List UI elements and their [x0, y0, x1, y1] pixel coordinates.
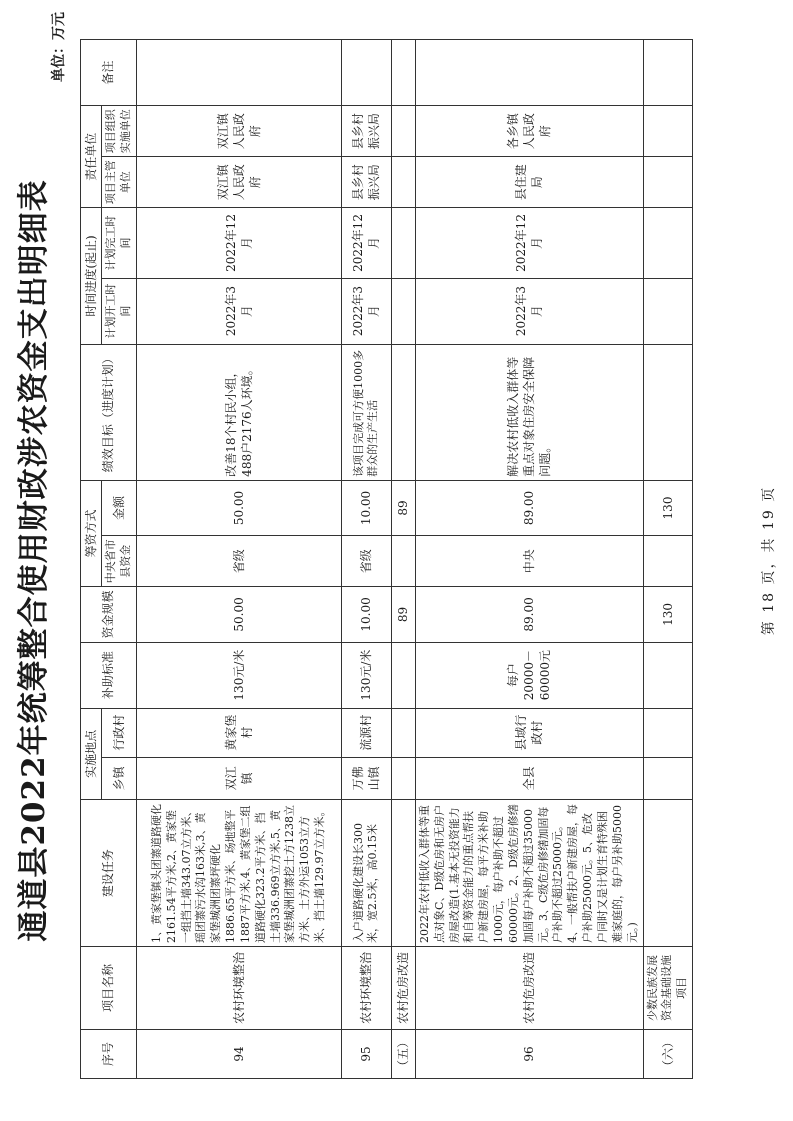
cell-seq: 94 [136, 1030, 341, 1079]
header-project-name: 项目名称 [81, 947, 137, 1030]
cell-end: 2022年12月 [136, 208, 341, 278]
cell-name: 农村危房改造 [415, 947, 643, 1030]
header-target: 绩效目标（进度计划） [81, 344, 137, 480]
expenditure-table [80, 39, 693, 1079]
cell-resp-impl: 双江镇人民政府 [136, 106, 341, 157]
header-end: 计划完工时间 [102, 208, 137, 278]
cell-township: 万佛山镇 [341, 757, 391, 800]
cell-end: 2022年12月 [341, 208, 391, 278]
cell-name: 少数民族发展资金基础设施项目 [643, 947, 693, 1030]
section-row [391, 40, 415, 1079]
header-village: 行政村 [102, 708, 137, 757]
cell-name: 农村环境整治 [136, 947, 341, 1030]
header-funding: 筹资方式 [81, 480, 102, 586]
cell-scale: 89 [391, 587, 415, 642]
cell-village: 黄家堡村 [136, 708, 341, 757]
cell-township: 全县 [415, 757, 643, 800]
cell-resp-main: 县住建局 [415, 157, 643, 208]
cell-amount: 130 [643, 480, 693, 535]
cell-task: 1、黄家堡镇头团寨道路硬化2161.54平方米,2、黄家堡一组挡土墙343.07立方米、瑶团寨污水沟163米,3、黄家堡城洲团寨坪硬化1886.65平方米、场地整平1887平方米,4、黄家堡二组道路硬化323.2平方米、挡土墙336.969立方米,5、黄家堡城洲团寨挖土方1238立方米、土方外运1053立方米、挡土墙129.97立方米。 [136, 800, 341, 947]
section-row [643, 40, 693, 1079]
cell-name: 农村危房改造 [391, 947, 415, 1030]
header-task: 建设任务 [81, 800, 137, 947]
header-resp-main: 项目主管单位 [102, 157, 137, 208]
cell-amount: 50.00 [136, 480, 341, 535]
cell-target: 改善18个村民小组，488户2176人环境。 [136, 344, 341, 480]
cell-source: 省级 [341, 536, 391, 587]
cell-subsidy: 130元/米 [136, 642, 341, 708]
table-row [341, 40, 391, 1079]
header-location: 实施地点 [81, 708, 102, 800]
cell-end: 2022年12月 [415, 208, 643, 278]
cell-subsidy: 130元/米 [341, 642, 391, 708]
cell-start: 2022年3月 [341, 278, 391, 344]
header-source: 中央省市县资金 [102, 536, 137, 587]
table-row [136, 40, 341, 1079]
cell-village: 流源村 [341, 708, 391, 757]
header-amount: 金额 [102, 480, 137, 535]
cell-resp-impl: 各乡镇人民政府 [415, 106, 643, 157]
cell-name: 农村环境整治 [341, 947, 391, 1030]
cell-scale: 10.00 [341, 587, 391, 642]
header-start: 计划开工时间 [102, 278, 137, 344]
cell-start: 2022年3月 [136, 278, 341, 344]
cell-scale: 50.00 [136, 587, 341, 642]
cell-amount: 10.00 [341, 480, 391, 535]
cell-scale: 130 [643, 587, 693, 642]
cell-amount: 89.00 [415, 480, 643, 535]
cell-village: 县域行政村 [415, 708, 643, 757]
cell-task: 入户道路硬化建设长300米，宽2.5米，高0.15米 [341, 800, 391, 947]
cell-remark [341, 40, 391, 106]
cell-remark [415, 40, 643, 106]
cell-source: 中央 [415, 536, 643, 587]
cell-amount: 89 [391, 480, 415, 535]
cell-task: 2022年农村低收入群体等重点对象C、D级危房和无房户房屋改造(1.基本无投资能力和自筹资金能力的重点帮扶户新建房屋，每平方米补助1000元，每户补助不超过60000元。2、D级危房修缮加固每户补助不超过35000元。3、C级危房修缮加固每户补助不超过25000元。4、一般帮扶户新建房屋，每户补助25000元。5、危改户同时又是计划生育特殊困难家庭的，每户另补助5000元。) [415, 800, 643, 947]
header-subsidy: 补助标准 [81, 642, 137, 708]
table-row [415, 40, 643, 1079]
cell-remark [136, 40, 341, 106]
cell-scale: 89.00 [415, 587, 643, 642]
unit-label: 单位：万元 [51, 12, 67, 82]
header-resp-impl: 项目组织实施单位 [102, 106, 137, 157]
cell-start: 2022年3月 [415, 278, 643, 344]
cell-seq: 95 [341, 1030, 391, 1079]
cell-target: 该项目完成可方便1000多群众的生产生活 [341, 344, 391, 480]
cell-target: 解决农村低收入群体等重点对象住房安全保障问题。 [415, 344, 643, 480]
cell-seq: 96 [415, 1030, 643, 1079]
cell-township: 双江镇 [136, 757, 341, 800]
cell-seq: （五） [391, 1030, 415, 1079]
cell-seq: （六） [643, 1030, 693, 1079]
header-seq: 序号 [81, 1030, 137, 1079]
header-township: 乡镇 [102, 757, 137, 800]
page-title: 通道县2022年统筹整合使用财政涉农资金支出明细表 [16, 179, 52, 942]
cell-subsidy: 每户20000－60000元 [415, 642, 643, 708]
header-schedule: 时间进度(起止) [81, 208, 102, 344]
cell-resp-main: 双江镇人民政府 [136, 157, 341, 208]
header-resp: 责任单位 [81, 106, 102, 208]
cell-resp-impl: 县乡村振兴局 [341, 106, 391, 157]
table-header-row-1 [81, 40, 102, 1079]
page-number: 第 18 页，共 19 页 [761, 485, 777, 636]
header-remark: 备注 [81, 40, 137, 106]
cell-resp-main: 县乡村振兴局 [341, 157, 391, 208]
cell-source: 省级 [136, 536, 341, 587]
header-scale: 资金规模 [81, 587, 137, 642]
